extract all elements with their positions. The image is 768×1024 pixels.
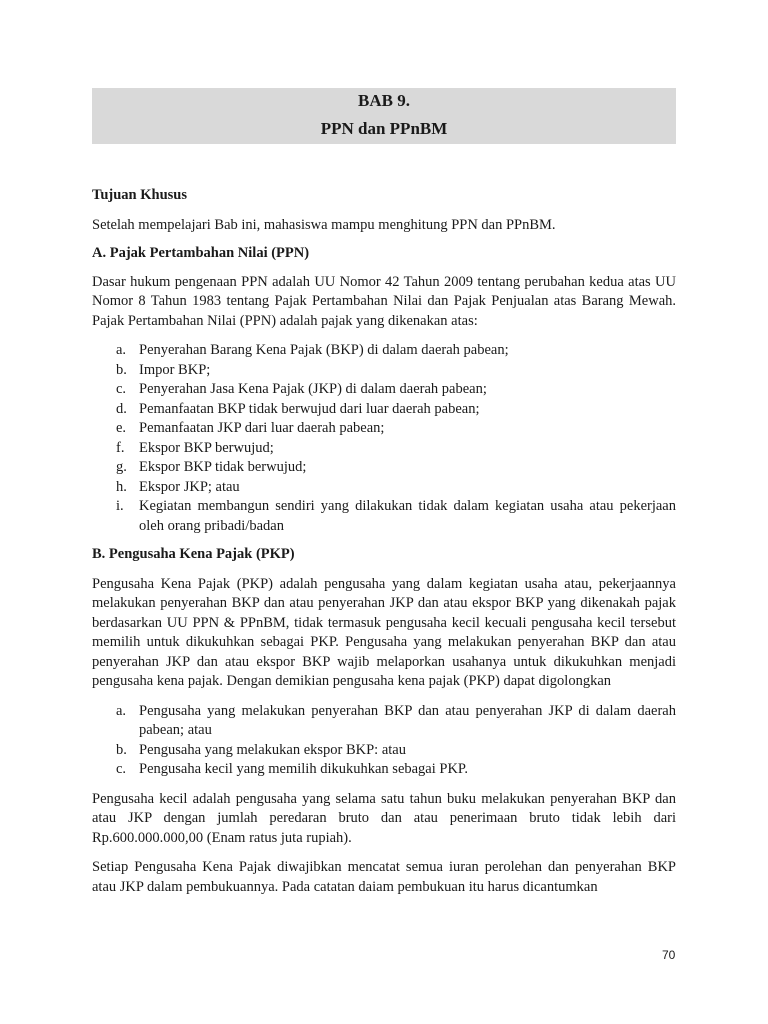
list-item-text: Kegiatan membangun sendiri yang dilakukan tidak dalam kegiatan usaha atau pekerjaan oleh orang pribadi/badan xyxy=(139,498,676,534)
list-item xyxy=(92,741,676,761)
list-marker: c. xyxy=(116,761,127,777)
list-item xyxy=(92,497,676,536)
page-number: 70 xyxy=(662,948,676,962)
chapter-title: PPN dan PPnBM xyxy=(320,119,448,138)
list-item-text: Ekspor BKP berwujud; xyxy=(139,439,274,456)
list-marker: a. xyxy=(116,702,127,719)
section-b-paragraph: Pengusaha Kena Pajak (PKP) adalah pengusaha yang dalam kegiatan usaha atau, pekerjaannya melakukan penyerahan BKP dan atau penyerahan JKP dan atau ekspor BKP yang dikenakah pajak berdasarkan UU PPN & PPnBM, tidak termasuk pengusaha kecil kecuali pengusaha kecil tersebut memilih untuk dikukuhkan sebagai PKP. Pengusaha yang melakukan penyerahan BKP dan atau penyerahan JKP dan atau ekspor BKP wajib melaporkan usahanya untuk dikukuhkan menjadi pengusaha kena pajak. Dengan demikian pengusaha kena pajak (PKP) dapat digolongkan xyxy=(92,575,676,689)
list-marker: a. xyxy=(116,342,127,358)
section-b-list xyxy=(92,702,676,780)
list-item xyxy=(92,400,676,420)
section-a-list xyxy=(92,341,676,536)
list-marker: h. xyxy=(116,478,127,495)
document-body xyxy=(92,186,676,897)
list-item xyxy=(92,419,676,439)
list-marker: d. xyxy=(116,400,127,417)
section-a-paragraph: Dasar hukum pengenaan PPN adalah UU Nomor 42 Tahun 2009 tentang perubahan kedua atas UU Nomor 8 Tahun 1983 tentang Pajak Pertambahan Nilai dan Pajak Penjualan atas Barang Mewah. Pajak Pertambahan Nilai (PPN) adalah pajak yang dikenakan atas: xyxy=(92,273,676,329)
section-a-heading: A. Pajak Pertambahan Nilai (PPN) xyxy=(92,245,310,261)
list-item xyxy=(92,380,676,400)
tujuan-heading: Tujuan Khusus xyxy=(92,187,187,203)
list-item-text: Pengusaha yang melakukan penyerahan BKP dan atau penyerahan JKP di dalam daerah pabean; atau xyxy=(139,702,676,738)
chapter-title-box xyxy=(92,88,676,144)
list-item xyxy=(92,702,676,741)
list-item-text: Penyerahan Barang Kena Pajak (BKP) di dalam daerah pabean; xyxy=(139,342,509,358)
list-item xyxy=(92,361,676,381)
list-item xyxy=(92,760,676,780)
list-item-text: Impor BKP; xyxy=(139,361,211,378)
section-b-heading: B. Pengusaha Kena Pajak (PKP) xyxy=(92,546,295,562)
tujuan-text: Setelah mempelajari Bab ini, mahasiswa mampu menghitung PPN dan PPnBM. xyxy=(92,216,556,233)
list-item xyxy=(92,458,676,478)
list-marker: i. xyxy=(116,498,124,514)
list-item-text: Ekspor JKP; atau xyxy=(139,478,240,495)
list-marker: b. xyxy=(116,741,127,758)
list-item-text: Ekspor BKP tidak berwujud; xyxy=(139,459,307,475)
section-b-paragraph-2: Pengusaha kecil adalah pengusaha yang selama satu tahun buku melakukan penyerahan BKP dan atau JKP dengan jumlah peredaran bruto dan atau penerimaan bruto tidak lebih dari Rp.600.000.000,00 (Enam ratus juta rupiah). xyxy=(92,790,676,846)
document-page xyxy=(92,88,676,897)
list-item xyxy=(92,341,676,361)
list-item-text: Pemanfaatan JKP dari luar daerah pabean; xyxy=(139,420,385,436)
list-item-text: Pengusaha kecil yang memilih dikukuhkan sebagai PKP. xyxy=(139,761,469,777)
list-marker: g. xyxy=(116,459,127,475)
list-item-text: Penyerahan Jasa Kena Pajak (JKP) di dalam daerah pabean; xyxy=(139,381,487,397)
list-marker: f. xyxy=(116,439,125,456)
list-item-text: Pengusaha yang melakukan ekspor BKP: atau xyxy=(139,741,406,758)
list-item-text: Pemanfaatan BKP tidak berwujud dari luar daerah pabean; xyxy=(139,400,480,417)
list-marker: e. xyxy=(116,420,127,436)
section-b-paragraph-3: Setiap Pengusaha Kena Pajak diwajibkan mencatat semua iuran perolehan dan penyerahan BKP atau JKP dalam pembukuannya. Pada catatan daiam pembukuan itu harus dicantumkan xyxy=(92,859,676,895)
list-item xyxy=(92,478,676,498)
list-item xyxy=(92,439,676,459)
list-marker: b. xyxy=(116,361,127,378)
list-marker: c. xyxy=(116,381,127,397)
chapter-number: BAB 9. xyxy=(358,91,410,110)
